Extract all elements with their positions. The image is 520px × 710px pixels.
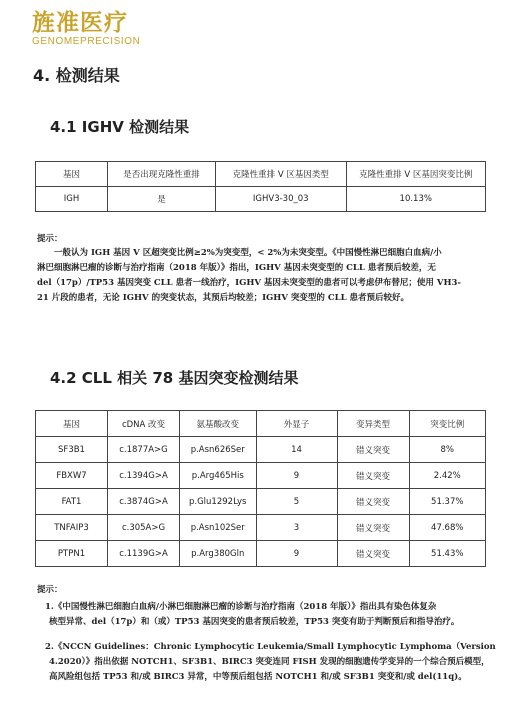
section-4-1-title: 4.1 IGHV 检测结果 bbox=[50, 118, 190, 136]
table-cell: p.Arg380Gln bbox=[180, 541, 257, 567]
table-header-cell: 克隆性重排 V 区基因类型 bbox=[216, 162, 347, 187]
section-4-title: 4. 检测结果 bbox=[33, 66, 120, 85]
note-line: 核型异常、del（17p）和（或）TP53 基因突变的患者预后较差，TP53 突变有助于判断预后和指导治疗。 bbox=[49, 617, 460, 627]
table-cell: p.Asn626Ser bbox=[180, 437, 257, 463]
table-header-cell: cDNA 改变 bbox=[108, 411, 180, 437]
table-cell: c.1139G>A bbox=[108, 541, 180, 567]
table-row bbox=[36, 489, 486, 515]
table-cell: SF3B1 bbox=[36, 437, 108, 463]
table-cell: c.305A>G bbox=[108, 515, 180, 541]
table-row bbox=[36, 187, 486, 212]
table-row bbox=[36, 437, 486, 463]
table-header-cell: 是否出现克隆性重排 bbox=[108, 162, 216, 187]
table-cell: 51.37% bbox=[409, 489, 486, 515]
table-cell: 9 bbox=[256, 541, 337, 567]
table-cell: c.1877A>G bbox=[108, 437, 180, 463]
table-cell: 9 bbox=[256, 463, 337, 489]
table-header-cell: 基因 bbox=[36, 411, 108, 437]
table-header-row bbox=[36, 411, 486, 437]
note-line: 4.2020）》指出依据 NOTCH1、SF3B1、BIRC3 突变连同 FISH 发现的细胞遗传学变异的一个综合预后模型， bbox=[49, 657, 490, 667]
table-cell: 错义突变 bbox=[337, 515, 409, 541]
table-cell: 3 bbox=[256, 515, 337, 541]
table-header-cell: 基因 bbox=[36, 162, 108, 187]
ighv-result-table bbox=[35, 161, 486, 212]
table-cell: p.Glu1292Lys bbox=[180, 489, 257, 515]
hint-line: 一般认为 IGH 基因 V 区超突变比例≥2%为突变型，< 2%为未突变型。《中国慢性淋巴细胞白血病/小 bbox=[54, 248, 442, 258]
hint-line: del（17p）/TP53 基因突变 CLL 患者一线治疗，IGHV 基因未突变型的患者可以考虑伊布替尼；使用 VH3- bbox=[37, 278, 461, 288]
table-cell: FAT1 bbox=[36, 489, 108, 515]
table-cell: 2.42% bbox=[409, 463, 486, 489]
table-cell: IGH bbox=[36, 187, 108, 212]
table-header-row bbox=[36, 162, 486, 187]
table-header-cell: 克隆性重排 V 区基因突变比例 bbox=[346, 162, 486, 187]
company-logo bbox=[32, 10, 140, 48]
table-cell: 10.13% bbox=[346, 187, 486, 212]
table-cell: 47.68% bbox=[409, 515, 486, 541]
table-row bbox=[36, 463, 486, 489]
section-4-2-title: 4.2 CLL 相关 78 基因突变检测结果 bbox=[50, 369, 299, 387]
cll-mutation-table bbox=[35, 410, 486, 567]
ighv-hint-paragraph bbox=[37, 246, 461, 306]
hint-line: 淋巴细胞淋巴瘤的诊断与治疗指南（2018 年版）》指出，IGHV 基因未突变型的 CLL 患者预后较差，无 bbox=[37, 263, 436, 273]
table-header-cell: 变异类型 bbox=[337, 411, 409, 437]
table-cell: p.Asn102Ser bbox=[180, 515, 257, 541]
hint-label: 提示： bbox=[37, 234, 63, 244]
hint-label: 提示： bbox=[37, 585, 63, 595]
table-cell: 错义突变 bbox=[337, 437, 409, 463]
table-cell: 8% bbox=[409, 437, 486, 463]
table-row bbox=[36, 541, 486, 567]
table-header-cell: 突变比例 bbox=[409, 411, 486, 437]
table-cell: 5 bbox=[256, 489, 337, 515]
note-line: 1.《中国慢性淋巴细胞白血病/小淋巴细胞淋巴瘤的诊断与治疗指南（2018 年版）》指出具有染色体复杂 bbox=[45, 602, 437, 612]
table-row bbox=[36, 515, 486, 541]
table-cell: 错义突变 bbox=[337, 541, 409, 567]
table-cell: 是 bbox=[108, 187, 216, 212]
table-cell: IGHV3-30_03 bbox=[216, 187, 347, 212]
table-header-cell: 氨基酸改变 bbox=[180, 411, 257, 437]
note-line: 2.《NCCN Guidelines：Chronic Lymphocytic Leukemia/Small Lymphocytic Lymphoma（Version bbox=[45, 642, 496, 652]
table-header-cell: 外显子 bbox=[256, 411, 337, 437]
table-cell: FBXW7 bbox=[36, 463, 108, 489]
table-cell: c.1394G>A bbox=[108, 463, 180, 489]
table-cell: 错义突变 bbox=[337, 489, 409, 515]
note-2-paragraph bbox=[45, 640, 496, 685]
table-cell: p.Arg465His bbox=[180, 463, 257, 489]
logo-english-name: GENOMEPRECISION bbox=[32, 36, 141, 47]
table-cell: 51.43% bbox=[409, 541, 486, 567]
hint-line: 21 片段的患者，无论 IGHV 的突变状态，其预后均较差；IGHV 突变型的 CLL 患者预后较好。 bbox=[37, 293, 410, 303]
table-cell: PTPN1 bbox=[36, 541, 108, 567]
table-cell: 14 bbox=[256, 437, 337, 463]
table-cell: 错义突变 bbox=[337, 463, 409, 489]
note-line: 高风险组包括 TP53 和/或 BIRC3 异常，中等预后组包括 NOTCH1 和/或 SF3B1 突变和/或 del(11q)。 bbox=[49, 672, 467, 682]
note-1-paragraph bbox=[45, 600, 459, 630]
table-cell: TNFAIP3 bbox=[36, 515, 108, 541]
table-cell: c.3874G>A bbox=[108, 489, 180, 515]
logo-chinese-name: 旌准医疗 bbox=[32, 10, 128, 36]
